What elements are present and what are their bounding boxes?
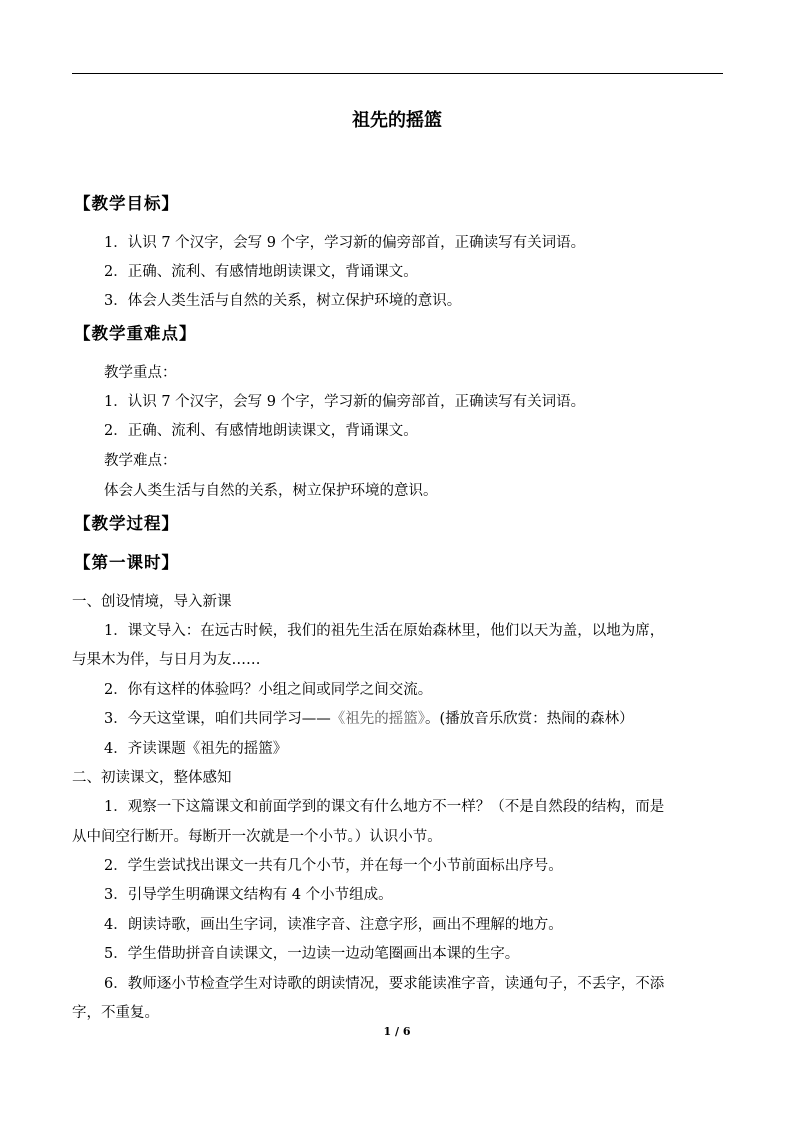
item3-prefix: 3．今天这堂课，咱们共同学习——	[104, 711, 331, 727]
part2-item-4: 4．朗读诗歌，画出生字词，读准字音、注意字形，画出不理解的地方。	[104, 917, 563, 933]
section-heading-process: 【教学过程】	[74, 514, 179, 533]
part2-item-1-line-2: 从中间空行断开。每断开一次就是一个小节。）认识小节。	[72, 829, 442, 845]
part1-heading: 一、创设情境，导入新课	[72, 594, 232, 610]
section-heading-objectives: 【教学目标】	[74, 194, 179, 213]
part2-item-1-line-1: 1．观察一下这篇课文和前面学到的课文有什么地方不一样？（不是自然段的结构，而是	[104, 799, 665, 815]
focus-item-1: 1．认识 7 个汉字，会写 9 个字，学习新的偏旁部首，正确读写有关词语。	[104, 394, 586, 410]
difficulty-text: 体会人类生活与自然的关系，树立保护环境的意识。	[104, 483, 438, 499]
focus-label: 教学重点：	[104, 365, 177, 381]
part2-item-6-line-2: 字，不重复。	[72, 1005, 159, 1021]
objective-item-2: 2．正确、流利、有感情地朗读课文，背诵课文。	[104, 264, 418, 280]
lesson-title-reference: 《祖先的摇篮》	[330, 711, 425, 727]
section-heading-lesson1: 【第一课时】	[74, 553, 179, 572]
objective-item-1: 1．认识 7 个汉字，会写 9 个字，学习新的偏旁部首，正确读写有关词语。	[104, 235, 586, 251]
part2-item-2: 2．学生尝试找出课文一共有几个小节，并在每一个小节前面标出序号。	[104, 858, 563, 874]
header-rule	[72, 73, 723, 74]
objective-item-3: 3．体会人类生活与自然的关系，树立保护环境的意识。	[104, 293, 462, 309]
focus-item-2: 2．正确、流利、有感情地朗读课文，背诵课文。	[104, 423, 418, 439]
item3-suffix: 。(播放音乐欣赏：热闹的森林）	[424, 711, 634, 727]
part2-item-6-line-1: 6．教师逐小节检查学生对诗歌的朗读情况，要求能读准字音，读通句子，不丢字，不添	[104, 976, 665, 992]
page-number: 1 / 6	[383, 1025, 411, 1038]
section-heading-key-points: 【教学重难点】	[74, 324, 197, 343]
part1-item-4: 4．齐读课题《祖先的摇篮》	[104, 741, 288, 757]
document-title: 祖先的摇篮	[352, 110, 442, 131]
part1-item-3	[104, 707, 634, 728]
part2-heading: 二、初读课文，整体感知	[72, 770, 232, 786]
part1-item-1-line-1: 1．课文导入：在远古时候，我们的祖先生活在原始森林里，他们以天为盖，以地为席，	[104, 623, 665, 639]
part1-item-1-line-2: 与果木为伴，与日月为友……	[72, 652, 261, 668]
part1-item-2: 2．你有这样的体验吗？小组之间或同学之间交流。	[104, 682, 433, 698]
difficulty-label: 教学难点：	[104, 453, 177, 469]
part2-item-5: 5．学生借助拼音自读课文，一边读一边动笔圈画出本课的生字。	[104, 946, 520, 962]
part2-item-3: 3．引导学生明确课文结构有 4 个小节组成。	[104, 887, 393, 903]
